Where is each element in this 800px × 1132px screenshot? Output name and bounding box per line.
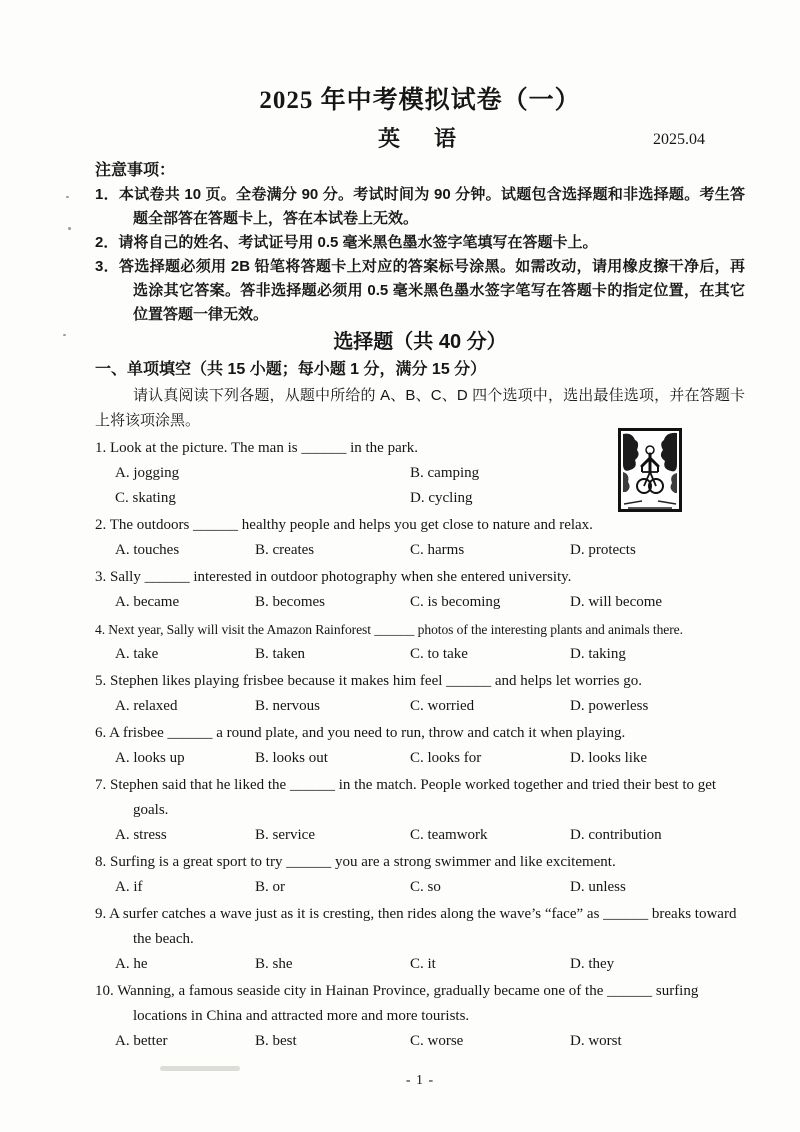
options-row bbox=[115, 694, 745, 719]
question-1 bbox=[95, 436, 745, 511]
scan-speck bbox=[63, 334, 66, 336]
page-number: - 1 - bbox=[405, 1073, 435, 1088]
question-stem: 3. Sally ______ interested in outdoor photography when she entered university. bbox=[95, 569, 572, 585]
cycling-picture bbox=[618, 428, 682, 512]
question-stem: 7. Stephen said that he liked the ______ in the match. People worked together and tried their best to get goals. bbox=[95, 777, 717, 818]
option-b: B. best bbox=[255, 1033, 297, 1049]
options-row bbox=[115, 952, 745, 977]
question-9 bbox=[95, 902, 745, 977]
option-a: A. he bbox=[115, 956, 148, 972]
option-b: B. or bbox=[255, 879, 285, 895]
option-a: A. touches bbox=[115, 542, 180, 558]
scan-smudge bbox=[160, 1066, 240, 1071]
option-c: C. worse bbox=[410, 1033, 464, 1049]
question-stem: 4. Next year, Sally will visit the Amazon Rainforest ______ photos of the interesting plants and animals there. bbox=[95, 622, 683, 637]
question-7 bbox=[95, 773, 745, 848]
notice-item-1: 1．本试卷共 10 页。全卷满分 90 分。考试时间为 90 分钟。试题包含选择题和非选择题。考生答题全部答在答题卡上，答在本试卷上无效。 bbox=[95, 186, 745, 227]
option-a: A. looks up bbox=[115, 750, 185, 766]
part-header: 一、单项填空（共 15 小题；每小题 1 分，满分 15 分） bbox=[95, 361, 487, 378]
subject-name: 英 语 bbox=[377, 126, 462, 151]
question-stem: 2. The outdoors ______ healthy people and helps you get close to nature and relax. bbox=[95, 517, 593, 533]
option-c: C. looks for bbox=[410, 750, 482, 766]
notice-item-2: 2．请将自己的姓名、考试证号用 0.5 毫米黑色墨水签字笔填写在答题卡上。 bbox=[95, 234, 598, 251]
option-d: D. they bbox=[570, 956, 615, 972]
options-row bbox=[115, 538, 745, 563]
question-stem: 8. Surfing is a great sport to try ______ you are a strong swimmer and like excitement. bbox=[95, 854, 616, 870]
option-c: C. harms bbox=[410, 542, 465, 558]
exam-date: 2025.04 bbox=[653, 131, 705, 148]
option-b: B. camping bbox=[410, 465, 480, 481]
option-d: D. cycling bbox=[410, 490, 473, 506]
option-a: A. relaxed bbox=[115, 698, 178, 714]
option-d: D. worst bbox=[570, 1033, 622, 1049]
options-row bbox=[115, 823, 745, 848]
option-b: B. she bbox=[255, 956, 293, 972]
option-c: C. teamwork bbox=[410, 827, 488, 843]
question-6 bbox=[95, 721, 745, 771]
option-c: C. it bbox=[410, 956, 436, 972]
option-c: C. worried bbox=[410, 698, 475, 714]
option-d: D. protects bbox=[570, 542, 636, 558]
options-row bbox=[115, 461, 608, 511]
options-row bbox=[115, 875, 745, 900]
subject-row bbox=[95, 124, 745, 154]
section-header: 选择题（共 40 分） bbox=[333, 331, 507, 353]
option-a: A. stress bbox=[115, 827, 167, 843]
option-a: A. jogging bbox=[115, 465, 180, 481]
option-d: D. contribution bbox=[570, 827, 662, 843]
option-d: D. unless bbox=[570, 879, 626, 895]
question-stem: 1. Look at the picture. The man is ______ in the park. bbox=[95, 440, 418, 456]
option-a: A. better bbox=[115, 1033, 168, 1049]
option-d: D. taking bbox=[570, 646, 626, 662]
question-5 bbox=[95, 669, 745, 719]
options-row bbox=[115, 746, 745, 771]
question-stem: 9. A surfer catches a wave just as it is cresting, then rides along the wave’s “face” as ______ breaks toward the beach. bbox=[95, 906, 737, 947]
question-10 bbox=[95, 979, 745, 1054]
option-a: A. take bbox=[115, 646, 159, 662]
option-c: C. to take bbox=[410, 646, 468, 662]
question-4 bbox=[95, 617, 745, 667]
notice-title: 注意事项： bbox=[95, 162, 176, 179]
scan-speck bbox=[68, 227, 71, 230]
exam-title: 2025 年中考模拟试卷（一） bbox=[259, 87, 581, 114]
question-stem: 6. A frisbee ______ a round plate, and you need to run, throw and catch it when playing. bbox=[95, 725, 626, 741]
option-b: B. taken bbox=[255, 646, 305, 662]
option-c: C. is becoming bbox=[410, 594, 501, 610]
option-a: A. became bbox=[115, 594, 180, 610]
option-c: C. so bbox=[410, 879, 441, 895]
option-b: B. looks out bbox=[255, 750, 328, 766]
options-row bbox=[115, 1029, 745, 1054]
options-row bbox=[115, 642, 745, 667]
option-d: D. powerless bbox=[570, 698, 649, 714]
options-row bbox=[115, 590, 745, 615]
question-8 bbox=[95, 850, 745, 900]
scan-speck bbox=[66, 196, 69, 198]
question-3 bbox=[95, 565, 745, 615]
question-2 bbox=[95, 513, 745, 563]
question-stem: 5. Stephen likes playing frisbee because it makes him feel ______ and helps let worries go. bbox=[95, 673, 642, 689]
option-b: B. service bbox=[255, 827, 315, 843]
part-instructions: 请认真阅读下列各题，从题中所给的 A、B、C、D 四个选项中，选出最佳选项，并在答题卡上将该项涂黑。 bbox=[95, 387, 745, 429]
notice-item-3: 3．答选择题必须用 2B 铅笔将答题卡上对应的答案标号涂黑。如需改动，请用橡皮擦干净后，再选涂其它答案。答非选择题必须用 0.5 毫米黑色墨水签字笔写在答题卡的指定位置，在其它位置答题一律无效。 bbox=[95, 258, 745, 323]
option-d: D. looks like bbox=[570, 750, 648, 766]
option-d: D. will become bbox=[570, 594, 663, 610]
option-b: B. creates bbox=[255, 542, 315, 558]
option-c: C. skating bbox=[115, 490, 176, 506]
question-stem: 10. Wanning, a famous seaside city in Hainan Province, gradually became one of the ______ surfing locations in China and attracted more and more tourists. bbox=[95, 983, 699, 1024]
option-b: B. nervous bbox=[255, 698, 320, 714]
option-a: A. if bbox=[115, 879, 143, 895]
option-b: B. becomes bbox=[255, 594, 325, 610]
